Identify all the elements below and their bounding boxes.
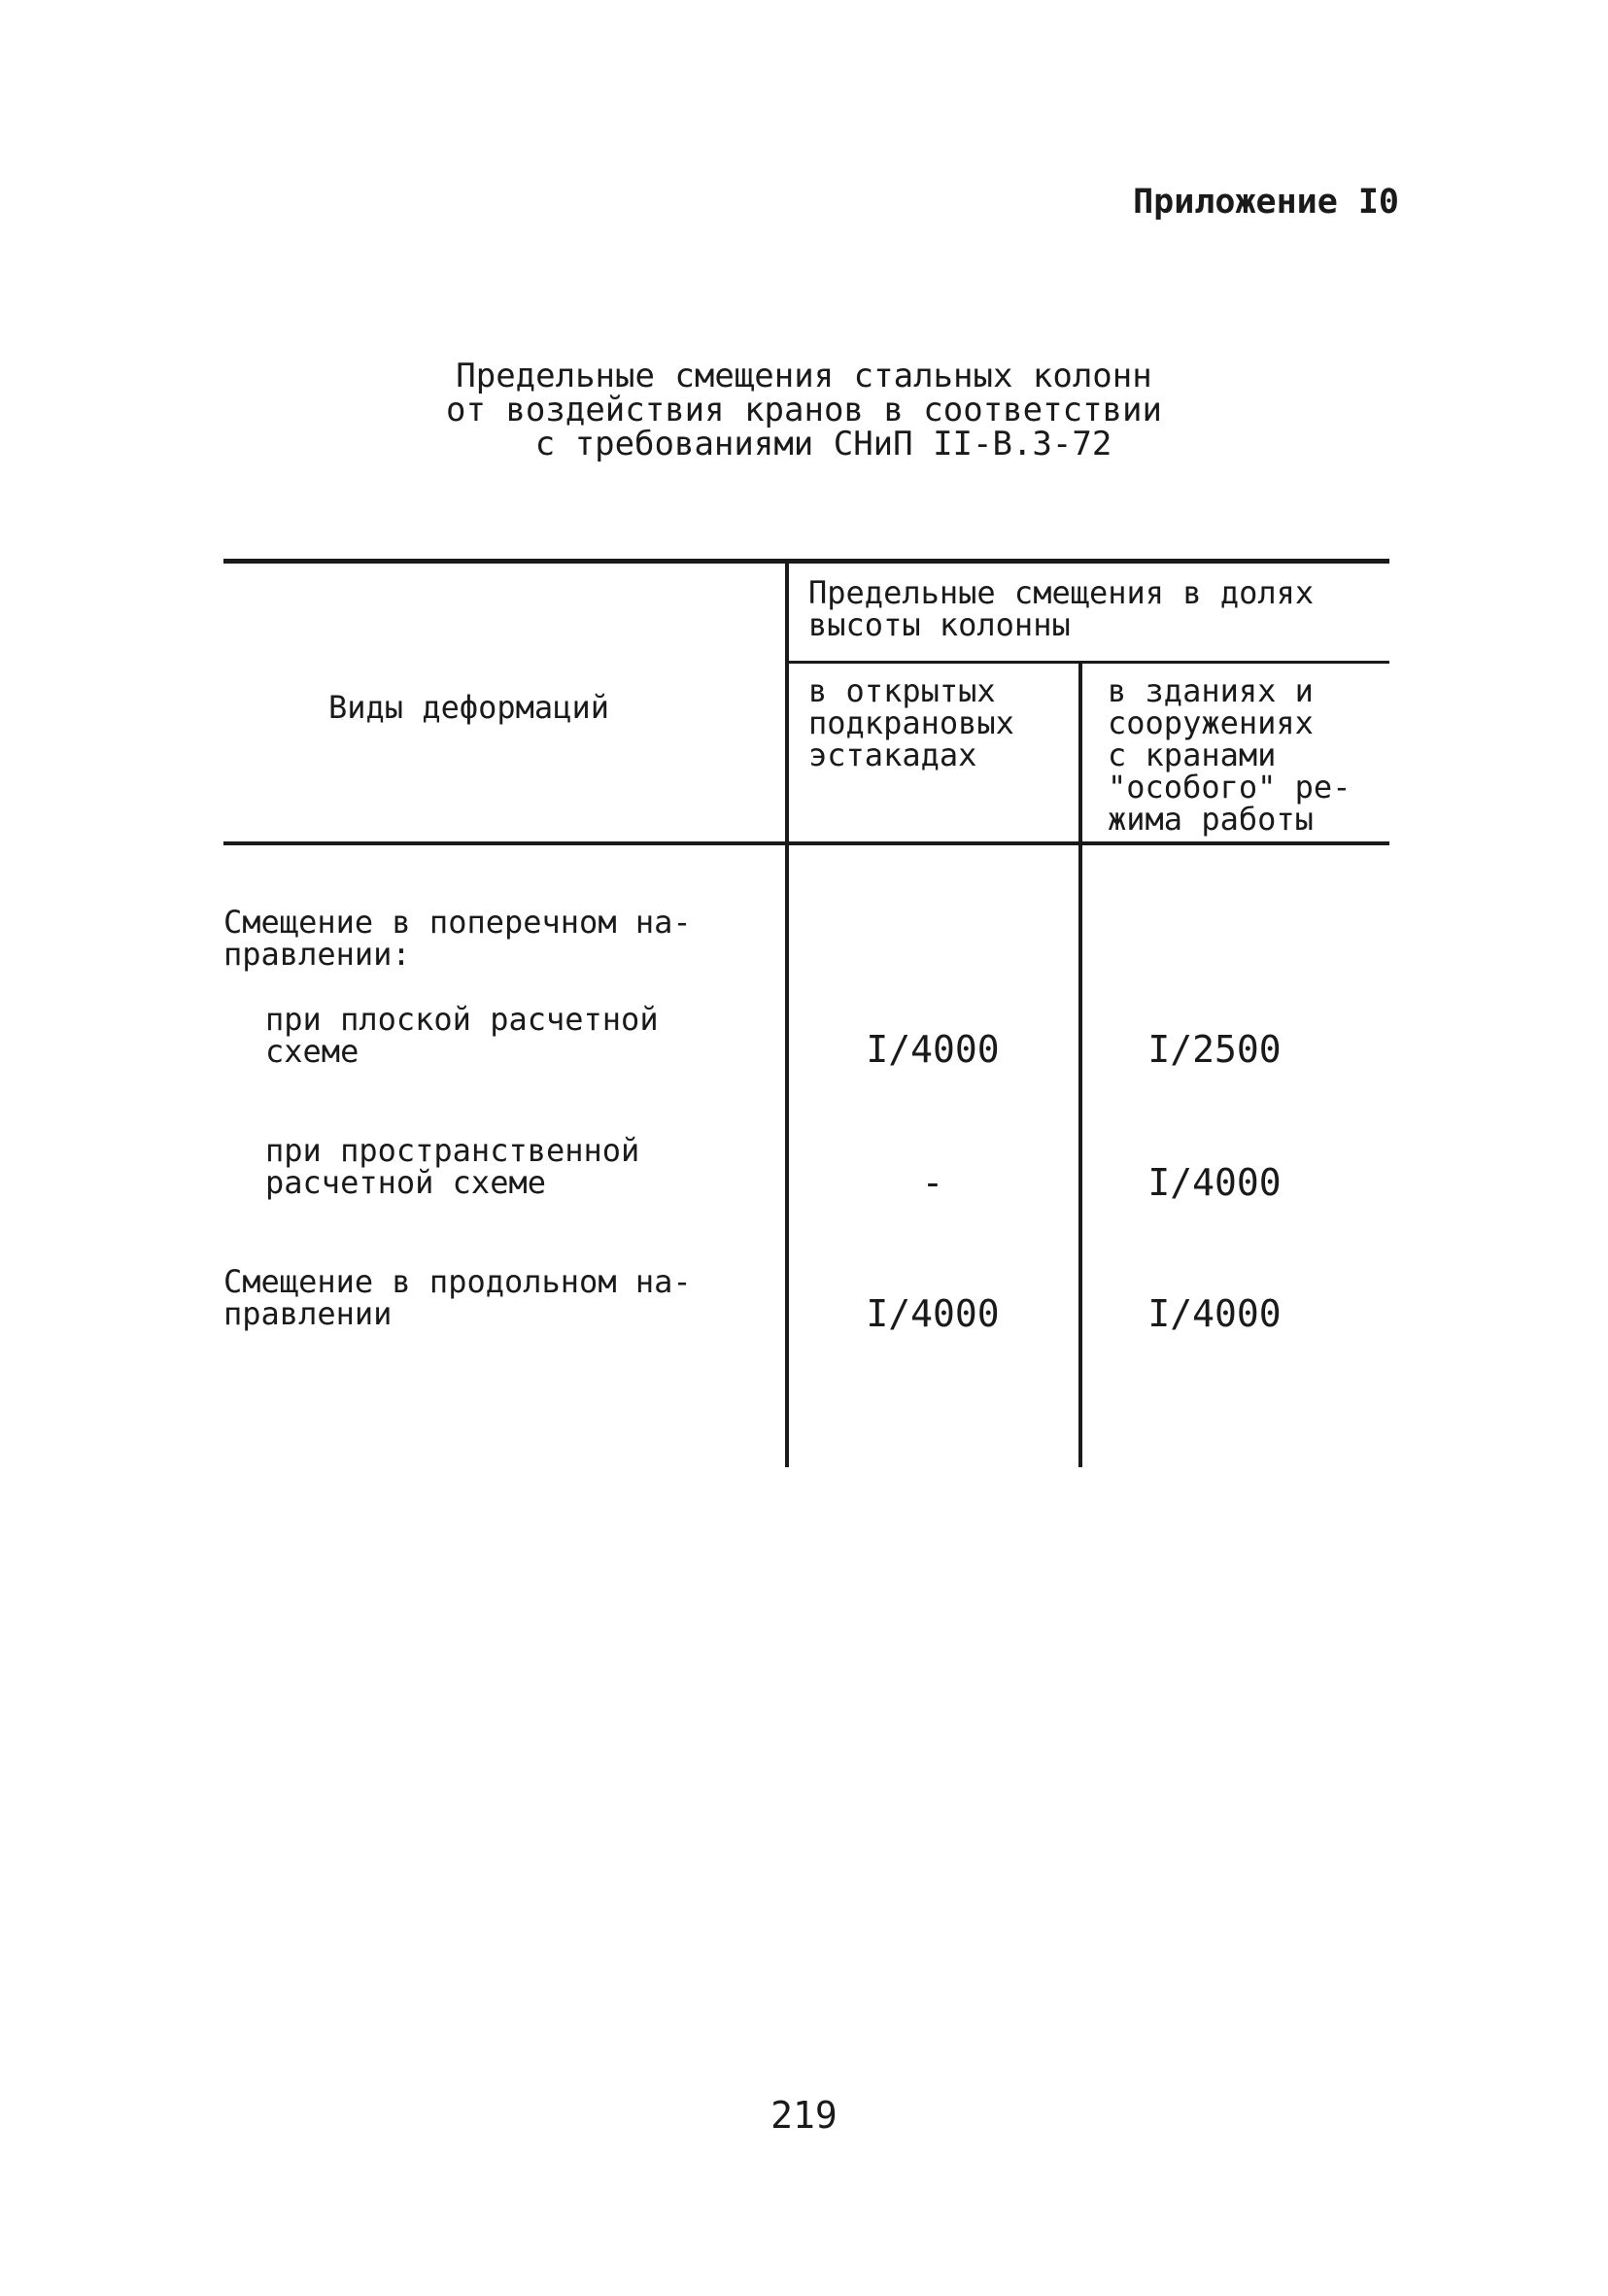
title-line-3: с требованиями СНиП II-В.3-72 (534, 425, 1112, 463)
value-spatial-open: - (921, 1161, 944, 1204)
header-open-line-2: подкрановых (808, 704, 1014, 741)
row-label-spatial-scheme (265, 1132, 640, 1201)
header-group (808, 574, 1315, 643)
row-label-line: расчетной схеме (265, 1164, 546, 1201)
header-special-line-1: в зданиях и (1108, 672, 1314, 709)
value-flat-open: I/4000 (866, 1028, 1000, 1071)
row-label-transverse (223, 904, 692, 973)
header-bottom-rule (223, 841, 1389, 845)
header-special-line-3: с кранами (1108, 737, 1277, 773)
row-label-line: при пространственной (265, 1132, 640, 1169)
header-deformation-types: Виды деформаций (328, 689, 609, 726)
row-label-longitudinal (223, 1263, 692, 1332)
row-label-line: Смещение в продольном на- (223, 1263, 692, 1300)
row-label-flat-scheme (265, 1001, 659, 1070)
column-divider-1 (785, 559, 789, 1467)
header-special-cranes (1108, 672, 1351, 838)
header-group-line-2: высоты колонны (808, 606, 1071, 643)
header-group-rule (787, 661, 1389, 664)
header-open-trestles (808, 672, 1014, 773)
header-group-line-1: Предельные смещения в долях (808, 574, 1315, 611)
header-open-line-3: эстакадах (808, 737, 977, 773)
value-spatial-special: I/4000 (1147, 1161, 1282, 1204)
value-longitudinal-open: I/4000 (866, 1292, 1000, 1335)
value-flat-special: I/2500 (1147, 1028, 1282, 1071)
row-label-line: при плоской расчетной (265, 1001, 659, 1038)
header-special-line-4: "особого" ре- (1108, 769, 1351, 805)
title-line-1: Предельные смещения стальных колонн (456, 357, 1152, 395)
document-title (0, 357, 1608, 463)
header-special-line-5: жима работы (1108, 801, 1314, 838)
row-label-line: схеме (265, 1033, 359, 1070)
row-label-line: правлении: (223, 936, 411, 973)
row-label-line: правлении (223, 1295, 393, 1332)
header-open-line-1: в открытых (808, 672, 996, 709)
row-label-line: Смещение в поперечном на- (223, 904, 692, 941)
title-line-2: от воздействия кранов в соответствии (446, 391, 1162, 429)
page-number: 219 (770, 2094, 838, 2137)
value-longitudinal-special: I/4000 (1147, 1292, 1282, 1335)
column-divider-2 (1078, 662, 1082, 1467)
header-special-line-2: сооружениях (1108, 704, 1314, 741)
appendix-label: Приложение I0 (1133, 183, 1399, 222)
table-top-rule (223, 559, 1389, 564)
